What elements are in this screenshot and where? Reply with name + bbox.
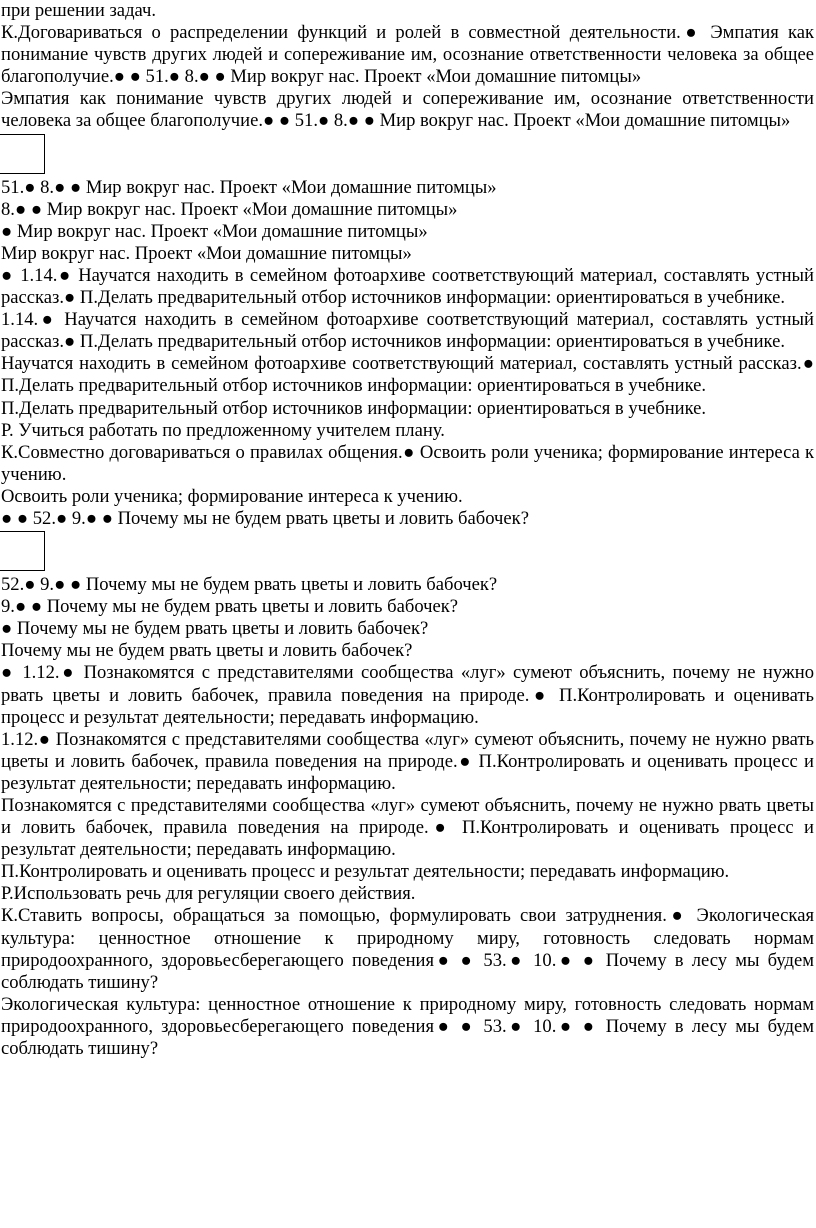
empty-table-cell <box>0 531 45 571</box>
paragraph: П.Делать предварительный отбор источников информации: ориентироваться в учебнике. <box>1 397 707 419</box>
paragraph: ● Почему мы не будем рвать цветы и ловить бабочек? <box>1 618 429 640</box>
paragraph: 1.12.● Познакомятся с представителями сообщества «луг» сумеют объяснить, почему не нужно рвать цветы и ловить бабочек, правила поведения на природе.● П.Контролировать и оценивать процесс и результат деятельности; передавать информацию. <box>1 728 814 794</box>
paragraph: 51.● 8.● ● Мир вокруг нас. Проект «Мои домашние питомцы» <box>1 176 497 198</box>
empty-table-cell <box>0 134 45 174</box>
paragraph: К.Совместно договариваться о правилах общения.● Освоить роли ученика; формирование интереса к учению. <box>1 441 814 485</box>
paragraph: ● Мир вокруг нас. Проект «Мои домашние питомцы» <box>1 220 428 242</box>
paragraph: К.Ставить вопросы, обращаться за помощью, формулировать свои затруднения.● Экологическая культура: ценностное отношение к природному миру, готовность следовать нормам природоохранного, здоровьесберегающего поведения● ● 53.● 10.● ● Почему в лесу мы будем соблюдать тишину? <box>1 905 814 993</box>
paragraph: П.Контролировать и оценивать процесс и результат деятельности; передавать информацию. <box>1 861 730 883</box>
paragraph: 8.● ● Мир вокруг нас. Проект «Мои домашние питомцы» <box>1 198 458 220</box>
paragraph: Почему мы не будем рвать цветы и ловить бабочек? <box>1 640 413 662</box>
paragraph: ● 1.14.● Научатся находить в семейном фотоархиве соответствующий материал, составлять устный рассказ.● П.Делать предварительный отбор источников информации: ориентироваться в учебнике. <box>1 264 814 309</box>
paragraph: К.Договариваться о распределении функций и ролей в совместной деятельности.● Эмпатия как понимание чувств других людей и сопереживание им, осознание ответственности человека за общее благополучие.● ● 51.● 8.● ● Мир вокруг нас. Проект «Мои домашние питомцы» <box>1 22 814 88</box>
paragraph: ● ● 52.● 9.● ● Почему мы не будем рвать цветы и ловить бабочек? <box>1 507 529 529</box>
paragraph: Научатся находить в семейном фотоархиве соответствующий материал, составлять устный рассказ.● П.Делать предварительный отбор источников информации: ориентироваться в учебнике. <box>1 353 814 397</box>
paragraph: Р. Учиться работать по предложенному учителем плану. <box>1 419 445 441</box>
paragraph: 1.14.● Научатся находить в семейном фотоархиве соответствующий материал, составлять устный рассказ.● П.Делать предварительный отбор источников информации: ориентироваться в учебнике. <box>1 309 814 353</box>
paragraph: Познакомятся с представителями сообщества «луг» сумеют объяснить, почему не нужно рвать цветы и ловить бабочек, правила поведения на природе.● П.Контролировать и оценивать процесс и результат деятельности; передавать информацию. <box>1 795 814 861</box>
paragraph: Р.Использовать речь для регуляции своего действия. <box>1 883 416 905</box>
paragraph: Эмпатия как понимание чувств других людей и сопереживание им, осознание ответственности человека за общее благополучие.● ● 51.● 8.● ● Мир вокруг нас. Проект «Мои домашние питомцы» <box>1 88 814 132</box>
paragraph: 52.● 9.● ● Почему мы не будем рвать цветы и ловить бабочек? <box>1 574 498 596</box>
paragraph: Освоить роли ученика; формирование интереса к учению. <box>1 485 463 507</box>
paragraph: 9.● ● Почему мы не будем рвать цветы и ловить бабочек? <box>1 596 459 618</box>
paragraph: Мир вокруг нас. Проект «Мои домашние питомцы» <box>1 242 412 264</box>
paragraph: при решении задач. <box>1 0 157 21</box>
paragraph: Экологическая культура: ценностное отношение к природному миру, готовность следовать нормам природоохранного, здоровьесберегающего поведения● ● 53.● 10.● ● Почему в лесу мы будем соблюдать тишину? <box>1 993 814 1060</box>
paragraph: ● 1.12.● Познакомятся с представителями сообщества «луг» сумеют объяснить, почему не нужно рвать цветы и ловить бабочек, правила поведения на природе.● П.Контролировать и оценивать процесс и результат деятельности; передавать информацию. <box>1 662 814 728</box>
